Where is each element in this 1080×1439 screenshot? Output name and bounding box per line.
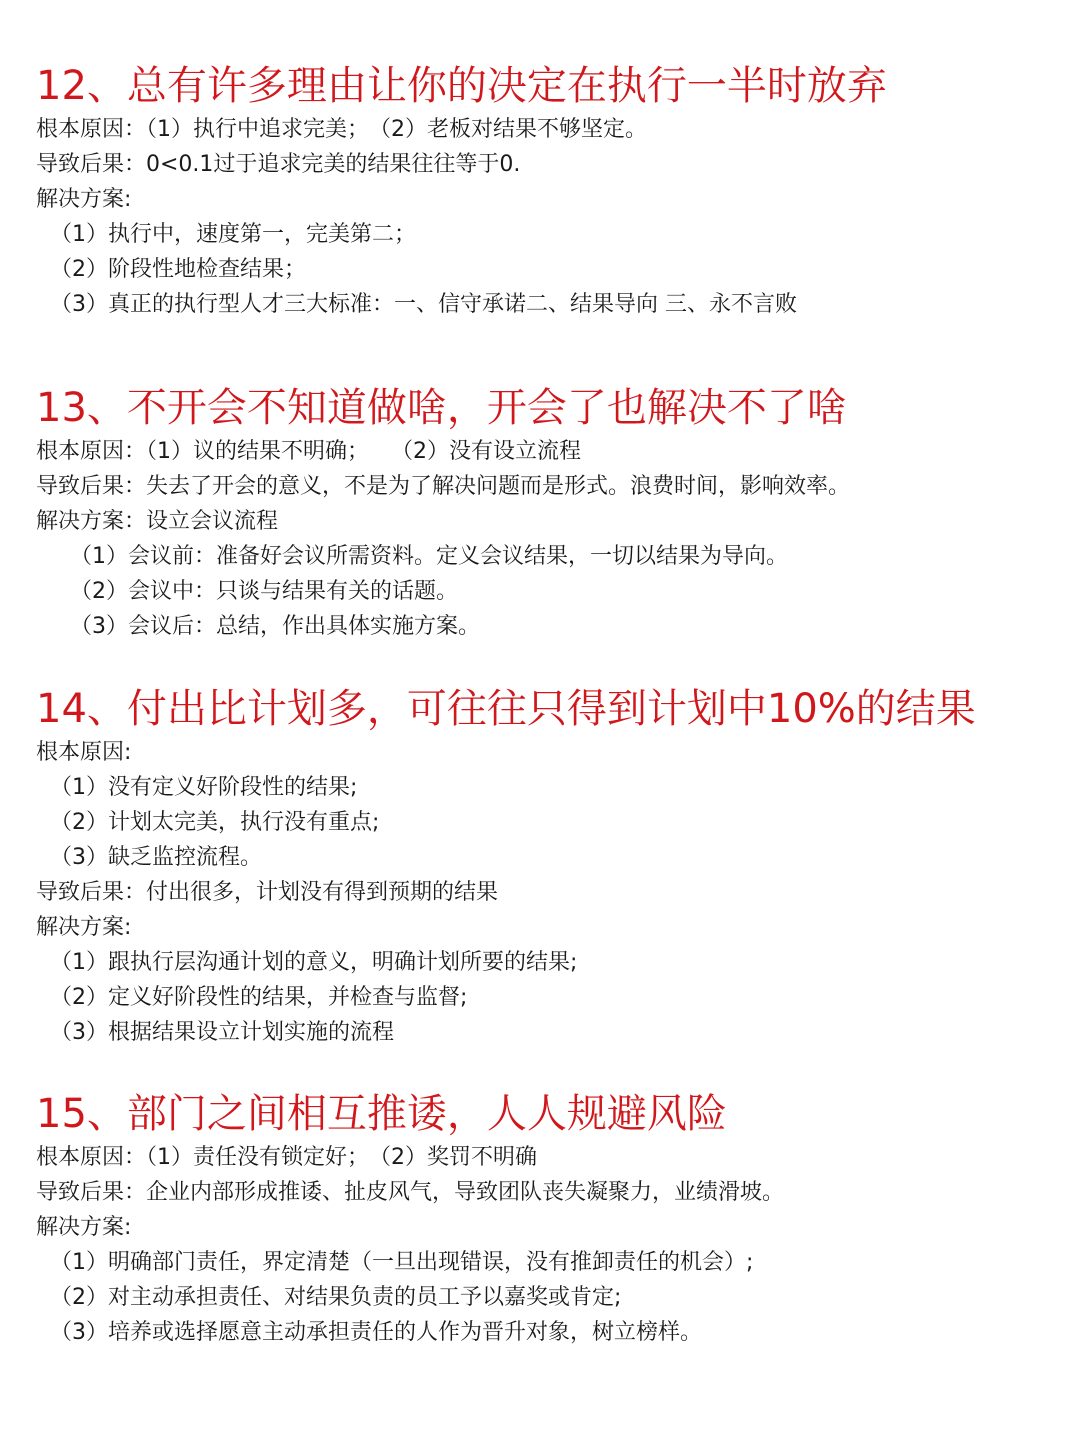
solution-item: （2）阶段性地检查结果； xyxy=(50,257,306,282)
solution-item: （3）会议后：总结，作出具体实施方案。 xyxy=(70,614,480,639)
solution-label: 解决方案: xyxy=(36,1215,132,1240)
section-title: 14、付出比计划多，可往往只得到计划中10%的结果 xyxy=(36,686,976,732)
section-15 xyxy=(36,1088,1060,1350)
solution-item: （3）根据结果设立计划实施的流程 xyxy=(50,1020,394,1045)
cause-item: （3）缺乏监控流程。 xyxy=(50,845,262,870)
solution-item: （2）定义好阶段性的结果，并检查与监督; xyxy=(50,985,468,1010)
section-14 xyxy=(36,683,1060,1050)
cause-item: （2）计划太完美，执行没有重点; xyxy=(50,810,380,835)
root-cause-label: 根本原因: xyxy=(36,740,132,765)
solution-label: 解决方案: xyxy=(36,915,132,940)
consequence: 导致后果：失去了开会的意义，不是为了解决问题而是形式。浪费时间，影响效率。 xyxy=(36,474,851,499)
solution-item: （1）跟执行层沟通计划的意义，明确计划所要的结果; xyxy=(50,950,578,975)
root-cause: 根本原因：（1）执行中追求完美； （2）老板对结果不够坚定。 xyxy=(36,117,647,142)
section-13 xyxy=(36,382,1060,644)
solution-label: 解决方案: xyxy=(36,187,132,212)
section-title: 15、部门之间相互推诿，人人规避风险 xyxy=(36,1091,727,1137)
solution-item: （1）执行中，速度第一，完美第二； xyxy=(50,222,416,247)
consequence: 导致后果：0<0.1过于追求完美的结果往往等于0. xyxy=(36,152,521,177)
section-12 xyxy=(36,60,1060,322)
solution-item: （2）对主动承担责任、对结果负责的员工予以嘉奖或肯定; xyxy=(50,1285,622,1310)
section-title: 13、不开会不知道做啥，开会了也解决不了啥 xyxy=(36,385,847,431)
consequence: 导致后果：付出很多，计划没有得到预期的结果 xyxy=(36,880,499,905)
solution-item: （2）会议中：只谈与结果有关的话题。 xyxy=(70,579,458,604)
solution-item: （3）真正的执行型人才三大标准：一、信守承诺二、结果导向 三、永不言败 xyxy=(50,292,797,317)
solution-label: 解决方案：设立会议流程 xyxy=(36,509,279,534)
solution-item: （1）明确部门责任，界定清楚（一旦出现错误，没有推卸责任的机会）; xyxy=(50,1250,754,1275)
consequence: 导致后果：企业内部形成推诿、扯皮风气，导致团队丧失凝聚力，业绩滑坡。 xyxy=(36,1180,785,1205)
root-cause: 根本原因：（1）责任没有锁定好； （2）奖罚不明确 xyxy=(36,1145,537,1170)
root-cause: 根本原因：（1）议的结果不明确； （2）没有设立流程 xyxy=(36,439,581,464)
solution-item: （1）会议前：准备好会议所需资料。定义会议结果，一切以结果为导向。 xyxy=(70,544,788,569)
cause-item: （1）没有定义好阶段性的结果; xyxy=(50,775,358,800)
section-title: 12、总有许多理由让你的决定在执行一半时放弃 xyxy=(36,63,887,109)
solution-item: （3）培养或选择愿意主动承担责任的人作为晋升对象，树立榜样。 xyxy=(50,1320,702,1345)
